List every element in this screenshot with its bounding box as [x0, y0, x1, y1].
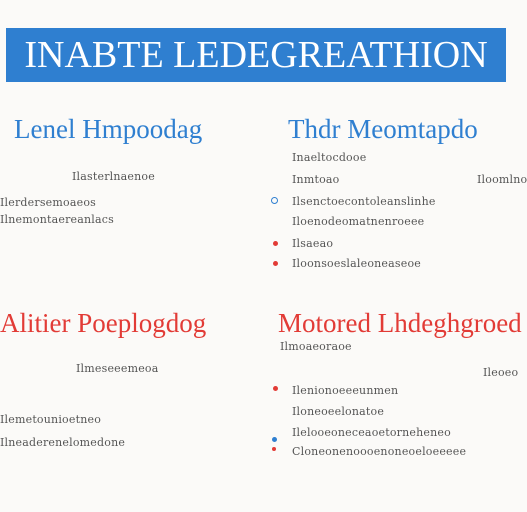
- panel-bottom-left-line: Ilemetounioetneo: [0, 413, 102, 426]
- banner-title: INABTE LEDEGREATHION: [6, 28, 506, 82]
- panel-top-right-line: Inaeltocdooe: [292, 151, 367, 164]
- panel-bottom-left-heading: Alitier Poeplogdog: [0, 308, 207, 338]
- panel-top-right-line: Ilsaeao: [292, 237, 334, 250]
- bullet-icon: [272, 447, 276, 451]
- panel-top-right-line: Iloonsoeslaleoneaseoe: [292, 257, 421, 270]
- bullet-icon: [273, 241, 278, 246]
- panel-bottom-left-line: Ilmeseeemeoa: [76, 362, 159, 375]
- panel-bottom-right-line: Iloneoeelonatoe: [292, 405, 385, 418]
- panel-top-right-line: Iloenodeomatnenroeee: [292, 215, 425, 228]
- panel-bottom-right-line: Ilmoaeoraoe: [280, 340, 352, 353]
- panel-top-right-line: Iloomlno: [477, 173, 527, 186]
- panel-top-right-line: Ilsenctoecontoleanslinhe: [292, 195, 436, 208]
- panel-top-left-heading: Lenel Hmpoodag: [14, 114, 203, 144]
- bullet-icon: [273, 386, 278, 391]
- bullet-icon: [272, 437, 277, 442]
- panel-top-right-heading: Thdr Meomtapdo: [288, 114, 478, 144]
- panel-bottom-right-heading: Motored Lhdeghgroed: [278, 308, 522, 338]
- panel-bottom-right-line: Ilenionoeeeunmen: [292, 384, 399, 397]
- panel-top-left-line: Ilerdersemoaeos: [0, 196, 96, 209]
- bullet-icon: [273, 261, 278, 266]
- panel-top-right-line: Inmtoao: [292, 173, 340, 186]
- panel-bottom-right-line: Ilelooeoneceaoetorneheneo: [292, 426, 451, 439]
- bullet-icon: [271, 197, 278, 204]
- panel-top-left-line: Ilnemontaereanlacs: [0, 213, 114, 226]
- panel-bottom-right-line: Cloneonenoooenoneoeloeeeee: [292, 445, 467, 458]
- panel-bottom-left-line: Ilneaderenelomedone: [0, 436, 126, 449]
- panel-bottom-right-line: Ileoeo: [483, 366, 519, 379]
- panel-top-left-line: Ilasterlnaenoe: [72, 170, 155, 183]
